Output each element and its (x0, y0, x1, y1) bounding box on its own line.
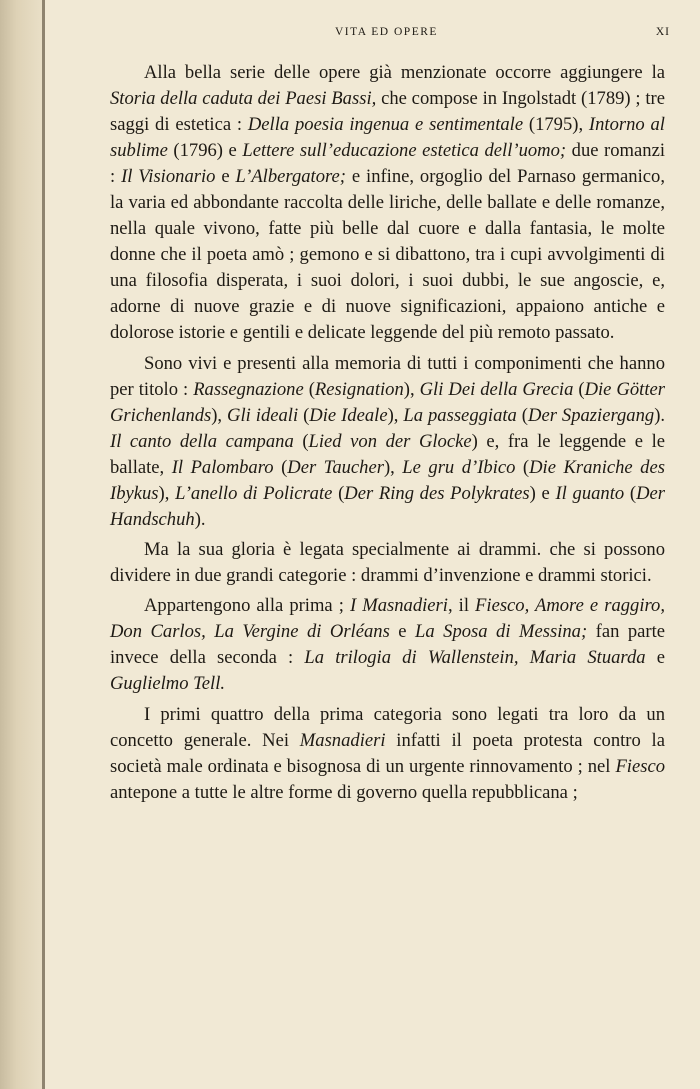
italic-title: Guglielmo Tell. (110, 673, 226, 695)
text-run: ), (383, 456, 403, 478)
italic-title: Die Götter Grichenlands (110, 378, 665, 426)
italic-title: Gli ideali (227, 404, 299, 426)
italic-title: Rassegnazione (193, 378, 304, 400)
text-run: infatti il poeta protesta contro la società male ordinata e bisognosa di un urgente rinnovamento ; nel (110, 730, 665, 778)
text-run: ( (303, 378, 315, 400)
italic-title: Masnadieri (299, 730, 386, 752)
body-text (110, 60, 665, 806)
text-run: ( (332, 482, 345, 504)
text-run: e (645, 647, 666, 669)
page-number: XI (655, 26, 670, 38)
text-run: Appartengono alla prima ; (144, 594, 350, 616)
italic-title: Lettere sull’educazione estetica dell’uomo; (242, 140, 567, 162)
italic-title: La passeggiata (403, 404, 517, 426)
italic-title: Der Taucher (287, 456, 384, 478)
text-run: ). (654, 404, 666, 426)
text-run: ( (516, 404, 529, 426)
text-run: Ma la sua gloria è legata specialmente ai drammi. che si possono dividere in due grandi categorie : drammi d’invenzione e drammi storici. (110, 538, 665, 586)
running-header (110, 26, 670, 42)
italic-title: Intorno al sublime (110, 114, 665, 162)
text-run: che compose in Ingolstadt (1789) ; tre saggi di estetica : (110, 88, 665, 136)
text-run: (1795), (523, 114, 589, 136)
italic-title: Il guanto (555, 482, 625, 504)
text-run: ( (273, 456, 288, 478)
italic-title: Le gru d’Ibico (402, 456, 516, 478)
italic-title: Gli Dei della Grecia (419, 378, 574, 400)
italic-title: Fiesco, Amore e raggiro, Don Carlos, La Vergine di Orléans (110, 594, 665, 642)
italic-title: I Masnadieri (349, 594, 448, 616)
text-run: ) e, fra le leggende e le ballate, (110, 430, 665, 478)
text-run: ), (387, 404, 404, 426)
text-run: antepone a tutte le altre forme di governo quella repubblicana ; (110, 782, 578, 804)
text-run: (1796) e (167, 140, 243, 162)
text-run: ( (515, 456, 530, 478)
text-run: e infine, orgoglio del Parnaso germanico, la varia ed abbondante raccolta delle liriche, delle ballate e delle romanze, nella quale vivono, fatte più belle dal cuore e dalla fantasia, le molte donne che il poeta amò ; gemono e si dibattono, tra i cupi avvolgimenti di una filosofia disperata, i suoi dolori, i suoi dubbi, le sue angoscie, e, adorne di nuove grazie e di nuove significazioni, appaiono antiche e dolorose istorie e gentili e delicate leggende del più remoto passato. (110, 166, 665, 344)
running-title: VITA ED OPERE (335, 26, 438, 38)
italic-title: Della poesia ingenua e sentimentale (247, 114, 524, 136)
italic-title: Der Handschuh (110, 482, 665, 530)
text-run: ) e (529, 482, 556, 504)
paragraph (110, 60, 665, 347)
text-run: due romanzi : (110, 140, 665, 188)
italic-title: La trilogia di Wallenstein, Maria Stuarda (304, 647, 646, 669)
italic-title: Storia della caduta dei Paesi Bassi, (110, 88, 377, 110)
italic-title: Der Ring des Polykrates (344, 482, 530, 504)
text-run: Alla bella serie delle opere già menzionate occorre aggiungere la (144, 62, 665, 83)
paragraph (110, 702, 665, 806)
text-run: ), (158, 482, 176, 504)
italic-title: La Sposa di Messina; (415, 620, 588, 642)
italic-title: L’Albergatore; (235, 166, 346, 188)
text-run: I primi quattro della prima categoria sono legati tra loro da un concetto generale. Nei (110, 704, 665, 752)
italic-title: Resignation (314, 378, 404, 400)
text-run: ), (211, 404, 228, 426)
italic-title: Der Spaziergang (528, 404, 655, 426)
italic-title: Die Ideale (309, 404, 388, 426)
text-run: ), (403, 378, 420, 400)
text-run: , il (447, 594, 476, 616)
text-run: ( (573, 378, 585, 400)
paragraph (110, 351, 665, 533)
text-run: fan parte invece della seconda : (110, 620, 666, 669)
italic-title: Il Visionario (121, 166, 216, 188)
italic-title: Die Kraniche des Ibykus (110, 456, 665, 504)
text-run: ( (624, 482, 637, 504)
text-run: e (215, 166, 236, 188)
book-gutter (0, 0, 42, 1089)
paragraph (110, 593, 665, 697)
text-run: e (389, 620, 416, 642)
text-run: ). (194, 508, 206, 530)
italic-title: Il Palombaro (171, 456, 274, 478)
text-run: Sono vivi e presenti alla memoria di tutti i componimenti che hanno per titolo : (110, 352, 665, 400)
italic-title: Il canto della campana (110, 430, 294, 452)
italic-title: Fiesco (615, 756, 665, 778)
paragraph (110, 537, 665, 589)
italic-title: L’anello di Policrate (175, 482, 333, 504)
text-run: ( (293, 430, 309, 452)
text-run: ( (298, 404, 310, 426)
italic-title: Lied von der Glocke (308, 430, 472, 452)
